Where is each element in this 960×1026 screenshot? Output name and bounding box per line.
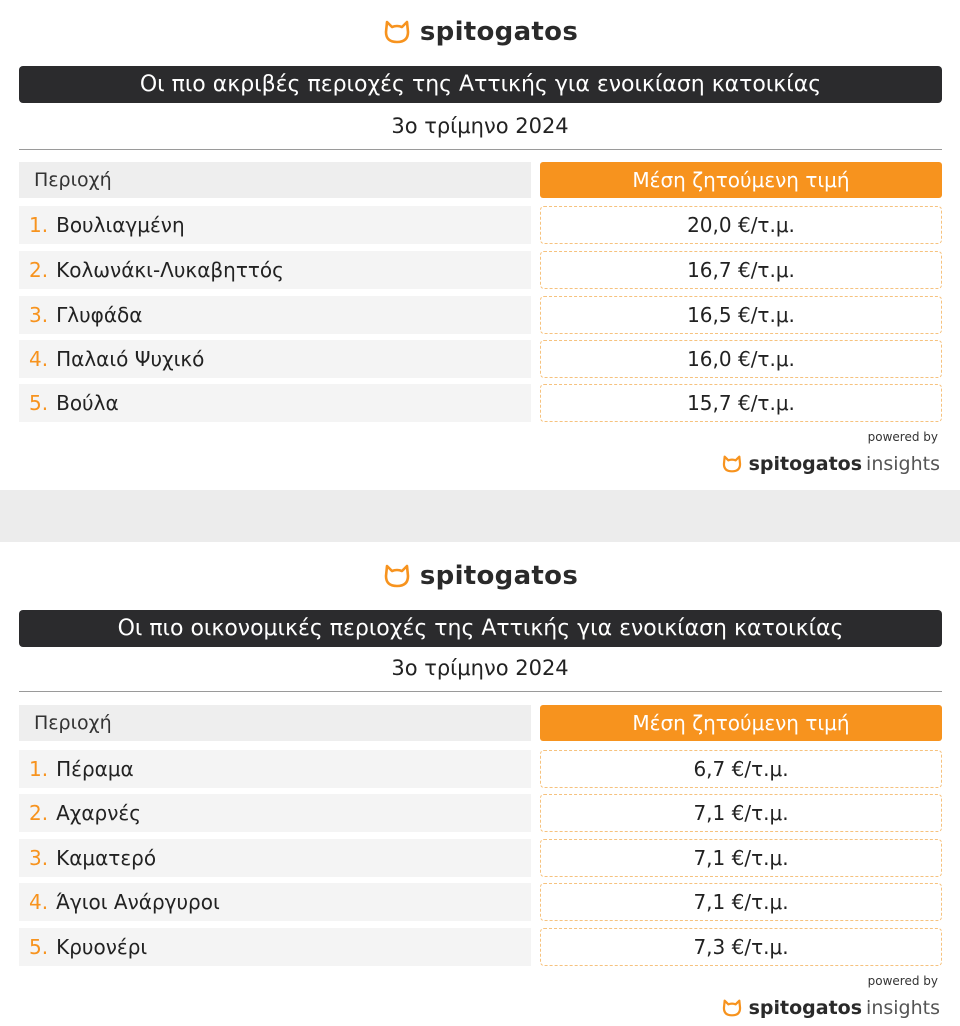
powered-by-label: powered by	[867, 974, 938, 988]
cat-logo-icon	[721, 998, 743, 1018]
price-cell: 7,3 €/τ.μ.	[540, 928, 942, 966]
area-cell	[19, 340, 531, 378]
price-cell: 15,7 €/τ.μ.	[540, 384, 942, 422]
price-cell: 16,7 €/τ.μ.	[540, 251, 942, 289]
area-name: Γλυφάδα	[56, 303, 143, 327]
area-cell	[19, 928, 531, 966]
table-row	[0, 251, 960, 289]
rank-number: 1.	[29, 213, 49, 237]
insights-brand-name: spitogatos	[748, 997, 863, 1019]
area-name: Καματερό	[56, 846, 157, 870]
rank-number: 3.	[29, 303, 49, 327]
table-row	[0, 883, 960, 921]
column-header-price: Μέση ζητούμενη τιμή	[540, 705, 942, 741]
area-cell	[19, 296, 531, 334]
table-row	[0, 839, 960, 877]
area-cell	[19, 839, 531, 877]
price-cell: 7,1 €/τ.μ.	[540, 794, 942, 832]
insights-brand-name: spitogatos	[748, 453, 863, 475]
column-header-area: Περιοχή	[19, 705, 531, 741]
rank-number: 5.	[29, 391, 49, 415]
price-cell: 7,1 €/τ.μ.	[540, 839, 942, 877]
table-subtitle: 3ο τρίμηνο 2024	[391, 656, 569, 680]
rank-number: 3.	[29, 846, 49, 870]
insights-word: insights	[866, 453, 940, 475]
price-cell: 16,5 €/τ.μ.	[540, 296, 942, 334]
powered-by-label: powered by	[867, 430, 938, 444]
area-cell	[19, 384, 531, 422]
table-row	[0, 296, 960, 334]
area-name: Βούλα	[56, 391, 119, 415]
area-name: Πέραμα	[56, 757, 134, 781]
table-subtitle: 3ο τρίμηνο 2024	[391, 114, 569, 138]
table-row	[0, 340, 960, 378]
area-name: Βουλιαγμένη	[56, 213, 185, 237]
expensive-areas-panel	[0, 0, 960, 490]
table-row	[0, 206, 960, 244]
cat-logo-icon	[721, 454, 743, 474]
area-cell	[19, 750, 531, 788]
rank-number: 5.	[29, 935, 49, 959]
affordable-areas-panel	[0, 542, 960, 1026]
rank-number: 2.	[29, 801, 49, 825]
area-name: Αχαρνές	[56, 801, 141, 825]
area-cell	[19, 251, 531, 289]
price-cell: 7,1 €/τ.μ.	[540, 883, 942, 921]
area-name: Άγιοι Ανάργυροι	[56, 890, 220, 914]
area-cell	[19, 883, 531, 921]
area-cell	[19, 206, 531, 244]
spitogatos-logo	[0, 558, 960, 594]
divider	[19, 691, 942, 692]
area-cell	[19, 794, 531, 832]
rank-number: 4.	[29, 890, 49, 914]
rank-number: 2.	[29, 258, 49, 282]
brand-name: spitogatos	[419, 17, 579, 47]
spitogatos-insights-logo	[721, 996, 940, 1020]
panel-separator	[0, 490, 960, 542]
table-title: Οι πιο οικονομικές περιοχές της Αττικής για ενοικίαση κατοικίας	[19, 610, 942, 647]
spitogatos-logo	[0, 14, 960, 50]
area-name: Παλαιό Ψυχικό	[56, 347, 205, 371]
price-cell: 16,0 €/τ.μ.	[540, 340, 942, 378]
divider	[19, 149, 942, 150]
price-cell: 6,7 €/τ.μ.	[540, 750, 942, 788]
price-cell: 20,0 €/τ.μ.	[540, 206, 942, 244]
area-name: Κρυονέρι	[56, 935, 148, 959]
cat-logo-icon	[382, 19, 412, 45]
spitogatos-insights-logo	[721, 452, 940, 476]
insights-word: insights	[866, 997, 940, 1019]
cat-logo-icon	[382, 563, 412, 589]
table-row	[0, 750, 960, 788]
area-name: Κολωνάκι-Λυκαβηττός	[56, 258, 284, 282]
rank-number: 1.	[29, 757, 49, 781]
brand-name: spitogatos	[419, 561, 579, 591]
table-title: Οι πιο ακριβές περιοχές της Αττικής για ενοικίαση κατοικίας	[19, 66, 942, 103]
column-header-price: Μέση ζητούμενη τιμή	[540, 162, 942, 198]
table-row	[0, 384, 960, 422]
column-header-area: Περιοχή	[19, 162, 531, 198]
rank-number: 4.	[29, 347, 49, 371]
table-row	[0, 928, 960, 966]
table-row	[0, 794, 960, 832]
